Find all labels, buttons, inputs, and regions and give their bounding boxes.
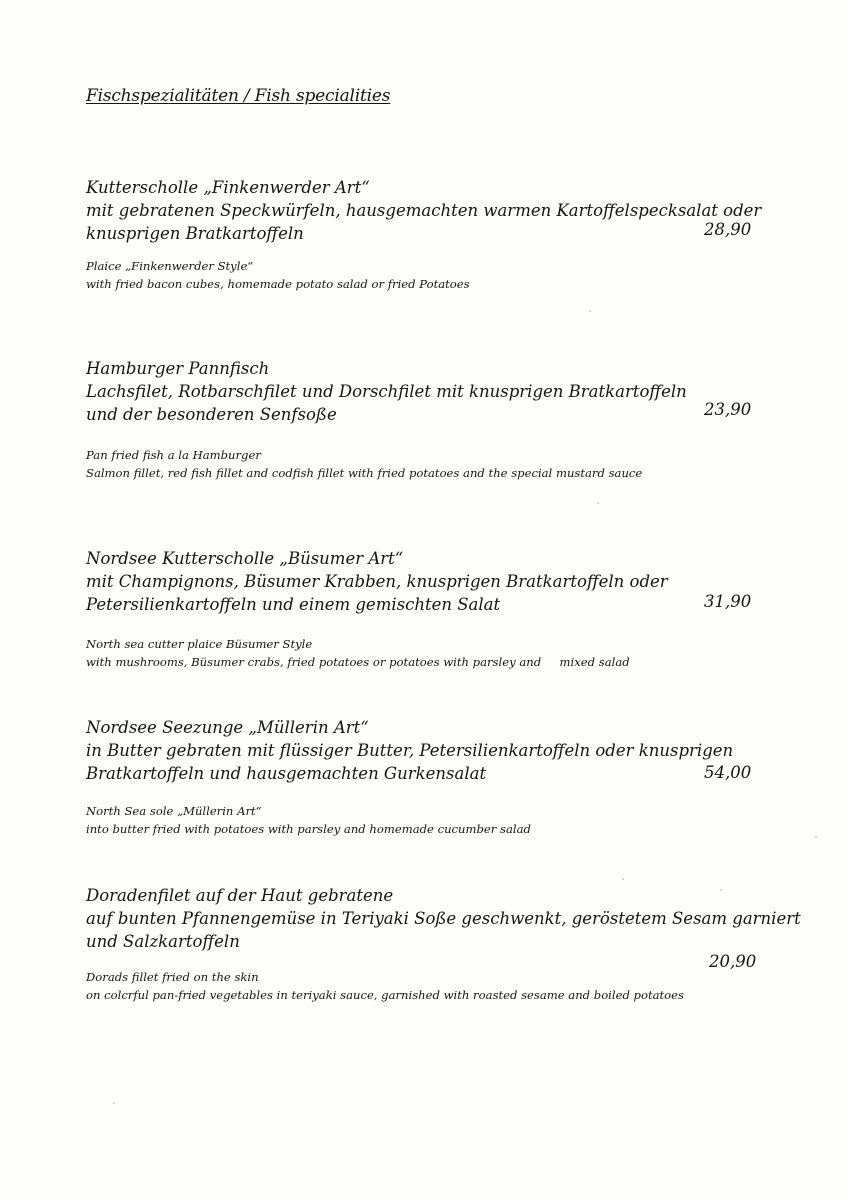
- english-description-line: Salmon fillet, red fish fillet and codfish fillet with fried potatoes and the special mustard sauce: [86, 465, 643, 480]
- scan-speck: [113, 1102, 115, 1104]
- english-dish-name: Plaice „Finkenwerder Style“: [86, 259, 254, 273]
- scan-speck: [589, 310, 591, 312]
- scan-speck: [597, 502, 599, 504]
- dish-name: Doradenfilet auf der Haut gebratene: [86, 886, 394, 905]
- dish-name: Kutterscholle „Finkenwerder Art“: [86, 178, 370, 197]
- german-description: [86, 716, 766, 785]
- description-line: auf bunten Pfannengemüse in Teriyaki Soße geschwenkt, geröstetem Sesam garniert: [86, 909, 801, 928]
- german-description: [86, 547, 766, 616]
- english-description-line: with mushrooms, Büsumer crabs, fried potatoes or potatoes with parsley and mixed salad: [86, 654, 630, 669]
- price: 28,90: [704, 220, 752, 239]
- description-line: Lachsfilet, Rotbarschfilet und Dorschfilet mit knusprigen Bratkartoffeln: [86, 382, 687, 401]
- description-line: in Butter gebraten mit flüssiger Butter, Petersilienkartoffeln oder knusprigen: [86, 741, 734, 760]
- description-line: Bratkartoffeln und hausgemachten Gurkensalat: [86, 764, 487, 783]
- scan-speck: [622, 878, 624, 880]
- menu-item-buesumer-scholle: [86, 547, 766, 671]
- section-title: Fischspezialitäten / Fish specialities: [86, 86, 391, 106]
- dish-name: Nordsee Seezunge „Müllerin Art“: [86, 718, 369, 737]
- german-description: [86, 357, 766, 426]
- description-line: mit gebratenen Speckwürfeln, hausgemachten warmen Kartoffelspecksalat oder: [86, 201, 762, 220]
- english-description: [86, 969, 766, 1004]
- english-dish-name: Dorads fillet fried on the skin: [86, 970, 259, 984]
- dish-name: Hamburger Pannfisch: [86, 359, 270, 378]
- menu-item-seezunge: [86, 716, 766, 838]
- english-dish-name: Pan fried fish a la Hamburger: [86, 448, 261, 462]
- english-description-line: into butter fried with potatoes with parsley and homemade cucumber salad: [86, 821, 531, 836]
- menu-item-kutterscholle: [86, 176, 766, 293]
- german-description: [86, 884, 801, 953]
- dish-name: Nordsee Kutterscholle „Büsumer Art“: [86, 549, 404, 568]
- english-description: [86, 447, 766, 482]
- english-dish-name: North sea cutter plaice Büsumer Style: [86, 637, 313, 651]
- price: 20,90: [709, 952, 757, 971]
- english-description-line: on colcrful pan-fried vegetables in teriyaki sauce, garnished with roasted sesame and boiled potatoes: [86, 987, 684, 1002]
- price: 23,90: [704, 400, 752, 419]
- description-line: knusprigen Bratkartoffeln: [86, 224, 304, 243]
- description-line: Petersilienkartoffeln und einem gemischten Salat: [86, 595, 501, 614]
- price: 31,90: [704, 592, 752, 611]
- english-description: [86, 803, 766, 838]
- description-line: und der besonderen Senfsoße: [86, 405, 337, 424]
- german-description: [86, 176, 766, 245]
- english-description: [86, 258, 766, 293]
- english-description: [86, 636, 766, 671]
- menu-item-pannfisch: [86, 357, 766, 482]
- description-line: mit Champignons, Büsumer Krabben, knusprigen Bratkartoffeln oder: [86, 572, 668, 591]
- scan-speck: [720, 889, 722, 891]
- menu-item-doradenfilet: [86, 884, 801, 1004]
- description-line: und Salzkartoffeln: [86, 932, 240, 951]
- english-dish-name: North Sea sole „Müllerin Art“: [86, 804, 262, 818]
- price: 54,00: [704, 763, 752, 782]
- scan-speck: [815, 836, 817, 838]
- english-description-line: with fried bacon cubes, homemade potato salad or fried Potatoes: [86, 276, 470, 291]
